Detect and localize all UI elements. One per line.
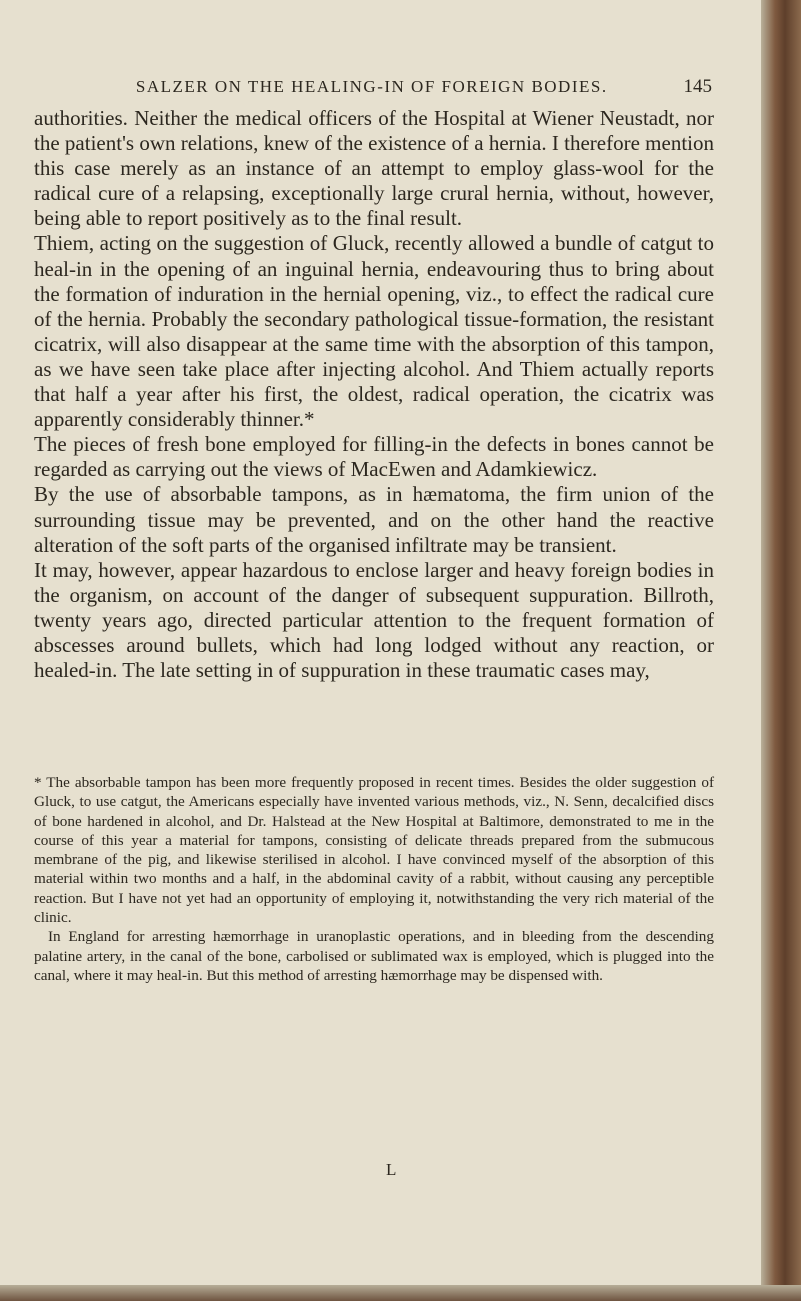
running-head-title: SALZER ON THE HEALING-IN OF FOREIGN BODIES. (135, 77, 608, 96)
book-bottom-edge (0, 1285, 801, 1301)
paragraph-4: By the use of absorbable tampons, as in hæmatoma, the firm union of the surrounding tissue may be prevented, and on the other hand the reactive alteration of the soft parts of the organised infiltrate may be transient. (34, 482, 714, 557)
footnotes (34, 773, 714, 985)
page-number: 145 (683, 76, 712, 97)
body-text (34, 106, 714, 683)
paragraph-1: authorities. Neither the medical officers of the Hospital at Wiener Neustadt, nor the patient's own relations, knew of the existence of a hernia. I therefore mention this case merely as an instance of an attempt to employ glass-wool for the radical cure of a relapsing, exceptionally large crural hernia, without, however, being able to report positively as to the final result. (34, 106, 714, 231)
paragraph-5: It may, however, appear hazardous to enclose larger and heavy foreign bodies in the organism, on account of the danger of subsequent suppuration. Billroth, twenty years ago, directed particular attention to the frequent formation of abscesses around bullets, which had long lodged without any reaction, or healed-in. The late setting in of suppuration in these traumatic cases may, (34, 557, 714, 683)
footnote-1: * The absorbable tampon has been more frequently proposed in recent times. Besides the older suggestion of Gluck, to use catgut, the Americans especially have invented various methods, viz., N. Senn, decalcified discs of bone hardened in alcohol, and Dr. Halstead at the New Hospital at Baltimore, demonstrated to me in the course of this year a material for tampons, consisting of delicate threads prepared from the submucous membrane of the pig, and likewise sterilised in alcohol. I have convinced myself of the absorption of this material within two months and a half, in the abdominal cavity of a rabbit, without causing any perceptible reaction. But I have not yet had an opportunity of employing it, notwithstanding the very rich material of the clinic. (34, 774, 714, 927)
paragraph-3: The pieces of fresh bone employed for filling-in the defects in bones cannot be regarded as carrying out the views of MacEwen and Adamkiewicz. (34, 432, 714, 482)
footnote-2: In England for arresting hæmorrhage in uranoplastic operations, and in bleeding from the descending palatine artery, in the canal of the bone, carbolised or sublimated wax is employed, which is plugged into the canal, where it may heal-in. But this method of arresting hæmorrhage may be dispensed with. (34, 928, 714, 984)
book-spine-edge (761, 0, 801, 1301)
running-head (0, 76, 762, 98)
signature-mark: L (386, 1160, 397, 1179)
paragraph-2: Thiem, acting on the suggestion of Gluck, recently allowed a bundle of catgut to heal-in in the opening of an inguinal hernia, endeavouring thus to bring about the formation of induration in the hernial opening, viz., to effect the radical cure of the hernia. Probably the secondary pathological tissue-formation, the resistant cicatrix, will also disappear at the same time with the absorption of this tampon, as we have seen take place after injecting alcohol. And Thiem actually reports that half a year after his first, the oldest, radical operation, the cicatrix was apparently considerably thinner.* (34, 231, 714, 432)
